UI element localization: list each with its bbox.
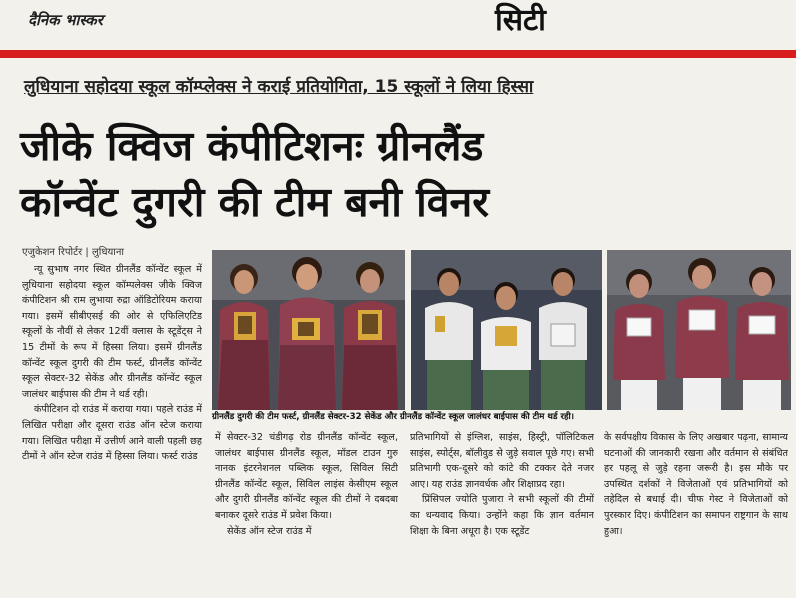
header-rule <box>0 50 796 58</box>
photo-third-team <box>607 250 791 410</box>
paragraph: में सेक्टर-32 चंडीगढ़ रोड ग्रीनलैंड कॉन्वेंट स्कूल, जालंधर बाईपास ग्रीनलैंड स्कूल, मॉडल टाउन गुरु नानक इंटरनेशनल पब्लिक स्कूल, सिविल सिटी ग्रीनलैंड कॉन्वेंट स्कूल, सिविल लाइंस केसीएम स्कूल और दुगरी ग्रीनलैंड कॉन्वेंट स्कूल की टीमों ने दबदबा बनाकर दूसरे राउंड में प्रवेश किया। <box>215 432 398 521</box>
paragraph: न्यू सुभाष नगर स्थित ग्रीनलैंड कॉन्वेंट स्कूल में लुधियाना सहोदया स्कूल कॉम्पलेक्स जीके क्विज कंपीटिशन श्री राम लुभाया रुद्रा ऑडिटोरियम कराया गया। इसमें सीबीएसई की ओर से एफिलिएटिड स्कूलों के नौवीं से लेकर 12वीं क्लास के स्टूडेंट्स ने 15 टीमों के रूप में हिस्सा लिया। इसमें ग्रीनलैंड कॉन्वेंट स्कूल दुगरी की टीम फर्स्ट, ग्रीनलैंड कॉन्वेंट स्कूल सेक्टर-32 सेकेंड और ग्रीनलैंड कॉन्वेंट स्कूल जालंधर बाईपास की टीम ने थर्ड रही। <box>22 264 202 400</box>
article-column-1 <box>22 262 202 592</box>
photo-second-team <box>411 250 602 410</box>
photo-first-team <box>212 250 405 410</box>
article-column-3 <box>410 430 594 595</box>
main-headline <box>20 118 780 230</box>
section-title: सिटी <box>495 3 546 38</box>
masthead <box>0 0 796 56</box>
photo-caption: ग्रीनलैंड दुगरी की टीम फर्स्ट, ग्रीनलैंड सेक्टर-32 सेकेंड और ग्रीनलैंड कॉन्वेंट स्कूल जालंधर बाईपास की टीम थर्ड रही। <box>212 412 575 422</box>
headline-line-1: जीके क्विज कंपीटिशनः ग्रीनलैंड <box>20 122 484 170</box>
kicker-headline: लुधियाना सहोदया स्कूल कॉम्प्लेक्स ने कराई प्रतियोगिता, 15 स्कूलों ने लिया हिस्सा <box>24 77 534 97</box>
article-column-4 <box>604 430 788 595</box>
paragraph: प्रिंसिपल ज्योति पुजारा ने सभी स्कूलों की टीमों का धन्यवाद किया। उन्होंने कहा कि ज्ञान वर्तमान शिक्षा के बिना अधूरा है। एक स्टूडेंट <box>410 494 594 537</box>
paragraph: कंपीटिशन दो राउंड में कराया गया। पहले राउंड में लिखित परीक्षा और दूसरा राउंड ऑन स्टेज कराया गया। लिखित परीक्षा में उत्तीर्ण आने वाली पहली छह टीमों ने ऑन स्टेज राउंड में हिस्सा लिया। फर्स्ट राउंड <box>22 404 202 463</box>
newspaper-name: दैनिक भास्कर <box>28 11 103 29</box>
paragraph: सेकेंड ऑन स्टेज राउंड में <box>227 525 312 537</box>
paragraph: के सर्वपक्षीय विकास के लिए अखबार पढ़ना, सामान्य घटनाओं की जानकारी रखना और वर्तमान से संबंधित हर पहलू से जुड़े रहना जरूरी है। इस मौके पर उपस्थित दर्शकों ने विजेताओं एवं प्रतिभागियों को तहेदिल से बधाई दी। चीफ गेस्ट ने विजेताओं को पुरस्कार दिए। कंपीटिशन का समापन राष्ट्रगान के साथ हुआ। <box>604 432 788 537</box>
paragraph: प्रतिभागियों से इंग्लिश, साइंस, हिस्ट्री, पॉलिटिकल साइंस, स्पोर्ट्स, बॉलीवुड से जुड़े सवाल पूछे गए। सभी प्रतिभागी एक-दूसरे को कांटे की टक्कर देते नजर आए। यह राउंड ज्ञानवर्धक और शिक्षाप्रद रहा। <box>410 432 594 490</box>
headline-line-2: कॉन्वेंट दुगरी की टीम बनी विनर <box>20 178 490 226</box>
byline: एजुकेशन रिपोर्टर | लुधियाना <box>22 247 125 258</box>
article-column-2 <box>215 430 398 595</box>
